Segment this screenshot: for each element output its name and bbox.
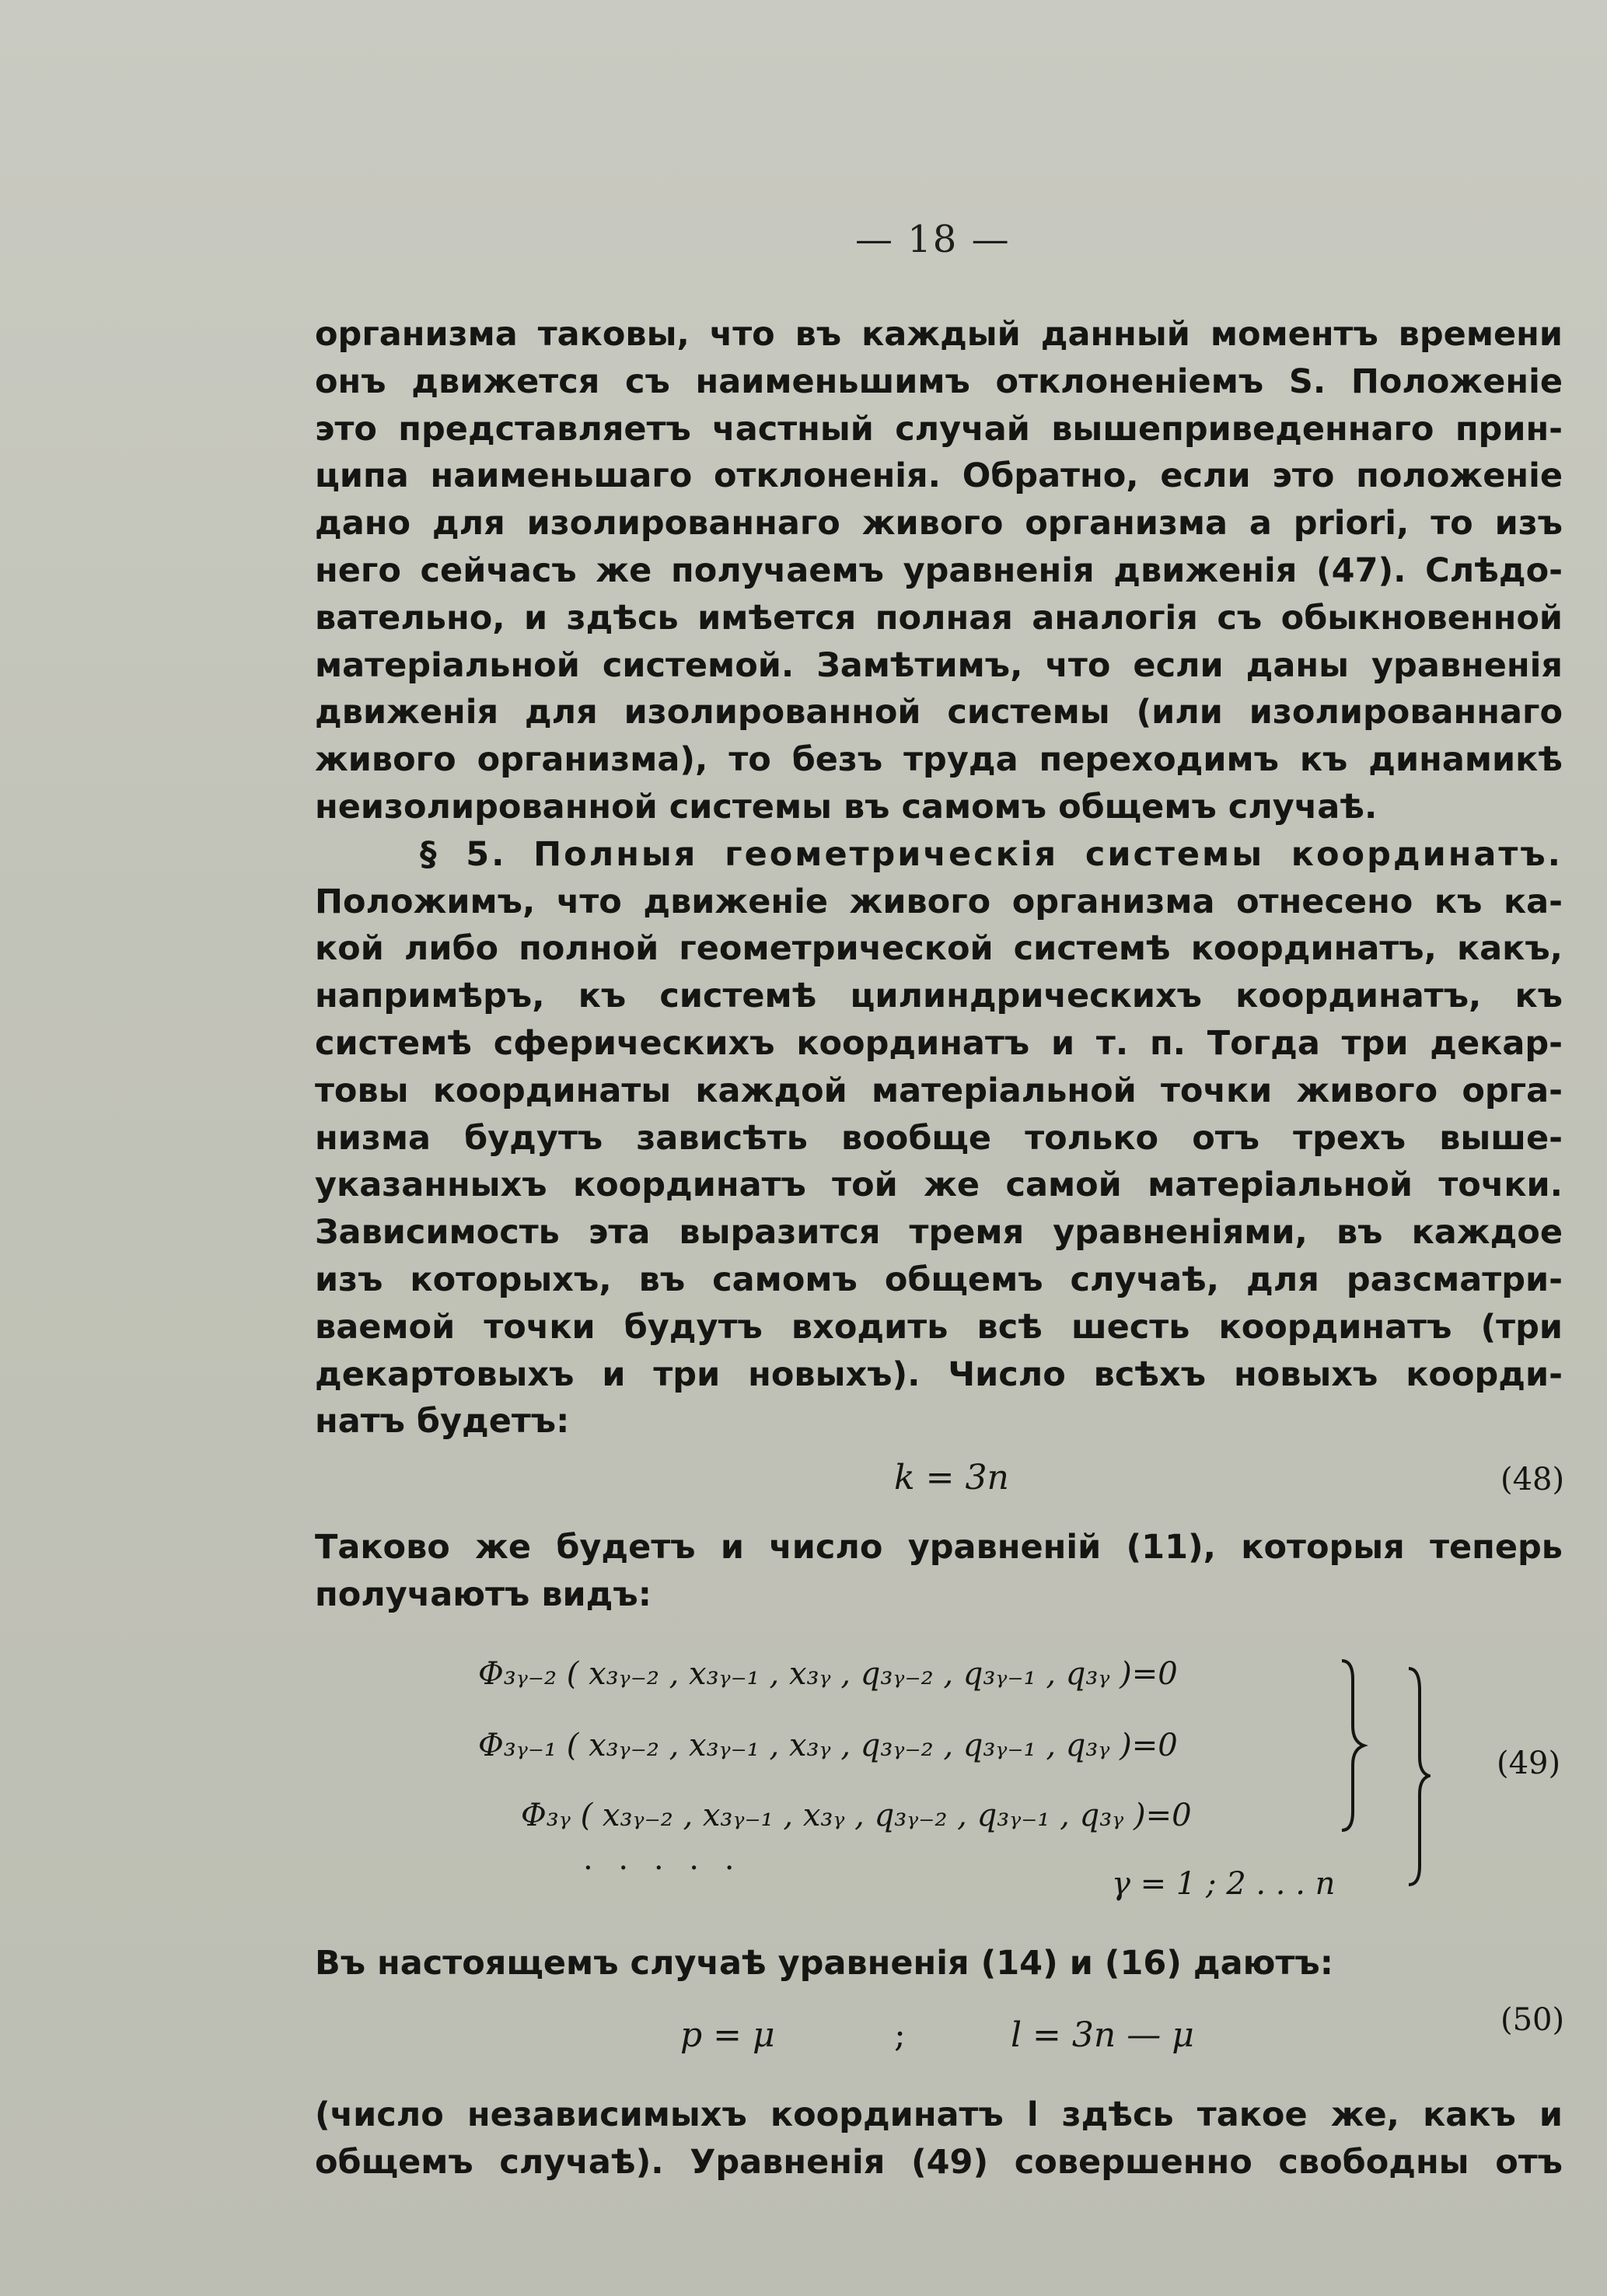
text-line: кой либо полной геометрической системѣ координатъ, какъ, [315, 929, 1563, 969]
text-line: декартовыхъ и три новыхъ). Число всѣхъ новыхъ коорди- [315, 1354, 1563, 1394]
text-line: Положимъ, что движеніе живого организма отнесено къ ка- [315, 882, 1563, 921]
text-line: вательно, и здѣсь имѣется полная аналогія съ обыкновенной [315, 598, 1563, 638]
equation-49-dots: . . . . . [583, 1841, 742, 1877]
paragraph-4 [315, 1940, 1563, 1987]
text-line: указанныхъ координатъ той же самой матеріальной точки. [315, 1165, 1563, 1205]
page-number: — 18 — [855, 218, 1011, 261]
equation-49-range: γ = 1 ; 2 . . . n [1112, 1866, 1336, 1902]
text-line: натъ будетъ: [315, 1402, 570, 1442]
equation-number-48: (48) [1500, 1462, 1565, 1497]
text-line: это представляетъ частный случай вышеприведеннаго прин- [315, 409, 1563, 449]
equation-50-right: l = 3n — μ [1011, 2015, 1194, 2055]
equation-49-braces [1337, 1656, 1431, 1889]
text-line: (число независимыхъ координатъ l здѣсь такое же, какъ и [315, 2095, 1563, 2134]
paragraph-5 [315, 2092, 1563, 2186]
inner-brace [1342, 1661, 1364, 1830]
paragraph-1 [315, 311, 1563, 1445]
text-line: Зависимость эта выразится тремя уравненіями, въ каждое [315, 1213, 1563, 1253]
text-line: ваемой точки будутъ входить всѣ шесть координатъ (три [315, 1307, 1563, 1347]
text-line: организма таковы, что въ каждый данный моментъ времени [315, 315, 1563, 354]
text-line: матеріальной системой. Замѣтимъ, что если даны уравненія [315, 645, 1563, 685]
equation-50-separator: ; [894, 2015, 906, 2055]
text-line: напримѣръ, къ системѣ цилиндрическихъ координатъ, къ [315, 977, 1563, 1016]
equation-50-left: p = μ [680, 2015, 775, 2055]
equation-49-line-2: Φ₃ᵧ₋₁ ( x₃ᵧ₋₂ , x₃ᵧ₋₁ , x₃ᵧ , q₃ᵧ₋₂ , q₃ᵧ₋₁ , q₃ᵧ )=0 [478, 1728, 1178, 1763]
text-line: общемъ случаѣ). Уравненія (49) совершенно свободны отъ [315, 2142, 1563, 2182]
text-line: ципа наименьшаго отклоненія. Обратно, если это положеніе [315, 456, 1563, 496]
text-line: получаютъ видъ: [315, 1574, 652, 1614]
text-line: Таково же будетъ и число уравненій (11), которыя теперь [315, 1528, 1563, 1567]
text-line: онъ движется съ наименьшимъ отклоненіемъ S. Положеніе [315, 362, 1563, 401]
section-heading: § 5. Полныя геометрическія системы координатъ. [420, 834, 1563, 874]
equation-49-line-1: Φ₃ᵧ₋₂ ( x₃ᵧ₋₂ , x₃ᵧ₋₁ , x₃ᵧ , q₃ᵧ₋₂ , q₃ᵧ₋₁ , q₃ᵧ )=0 [478, 1656, 1178, 1692]
text-line: неизолированной системы въ самомъ общемъ случаѣ. [315, 787, 1378, 826]
text-line: движенія для изолированной системы (или изолированнаго [315, 693, 1563, 732]
equation-48: k = 3n [894, 1458, 1009, 1497]
text-line: изъ которыхъ, въ самомъ общемъ случаѣ, для разсматри- [315, 1260, 1563, 1299]
paragraph-3 [315, 1524, 1563, 1619]
text-line: живого организма), то безъ труда переходимъ къ динамикѣ [315, 740, 1563, 780]
equation-number-50: (50) [1500, 2002, 1565, 2038]
text-line: Въ настоящемъ случаѣ уравненія (14) и (16) даютъ: [315, 1944, 1333, 1983]
equation-49-line-3: Φ₃ᵧ ( x₃ᵧ₋₂ , x₃ᵧ₋₁ , x₃ᵧ , q₃ᵧ₋₂ , q₃ᵧ₋₁ , q₃ᵧ )=0 [521, 1798, 1192, 1833]
outer-brace [1409, 1669, 1429, 1885]
text-line: него сейчасъ же получаемъ уравненія движенія (47). Слѣдо- [315, 550, 1563, 590]
text-line: дано для изолированнаго живого организма a priori, то изъ [315, 504, 1563, 543]
text-line: системѣ сферическихъ координатъ и т. п. Тогда три декар- [315, 1023, 1563, 1063]
text-line: низма будутъ зависѣть вообще только отъ трехъ выше- [315, 1118, 1563, 1158]
equation-number-49: (49) [1497, 1746, 1561, 1781]
text-line: товы координаты каждой матеріальной точки живого орга- [315, 1071, 1563, 1110]
